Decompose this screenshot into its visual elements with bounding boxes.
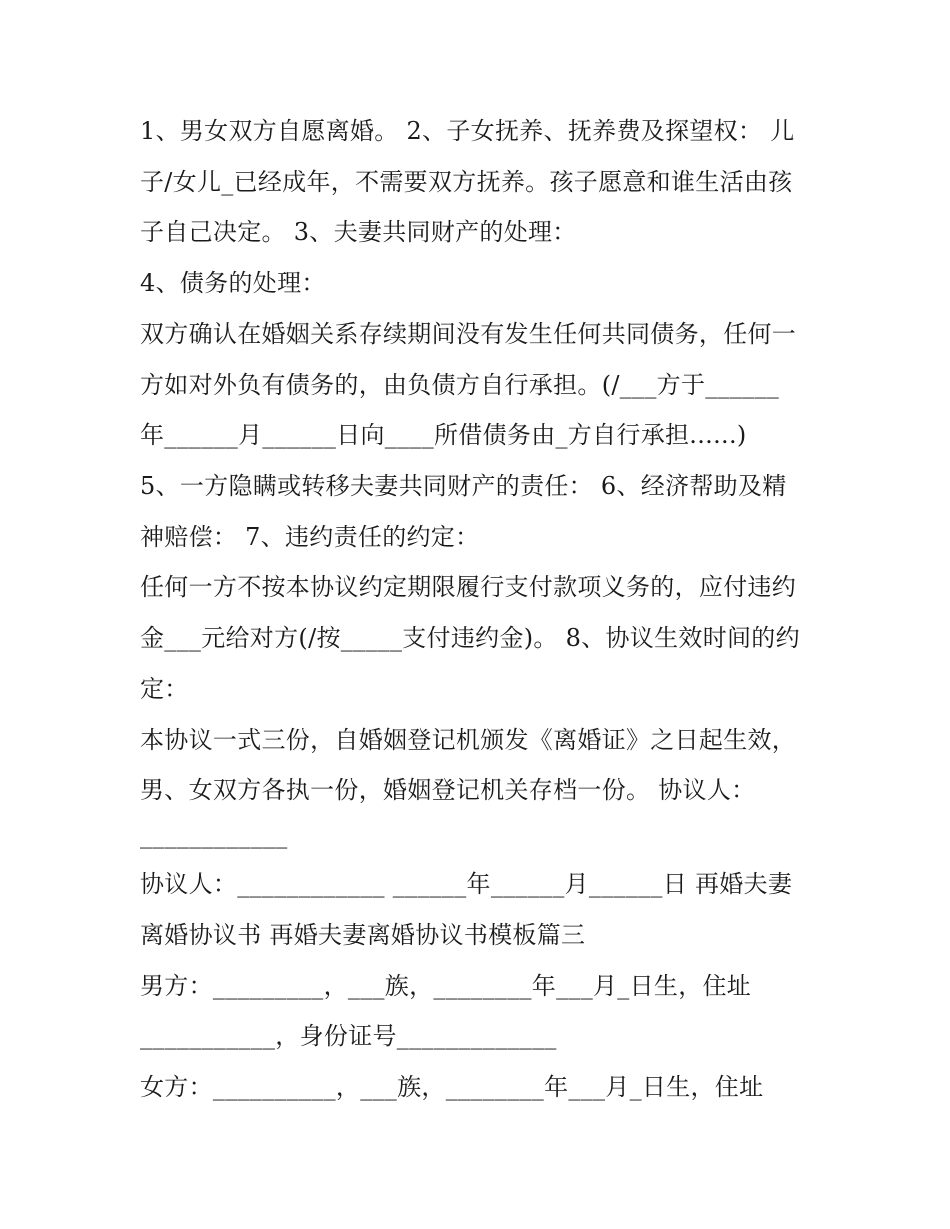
text-line: 子自己决定。 3、夫妻共同财产的处理： — [140, 218, 577, 246]
text-line: ____________ — [140, 821, 288, 849]
text-line: 神赔偿： 7、违约责任的约定： — [140, 523, 480, 551]
text-line: 5、一方隐瞒或转移夫妻共同财产的责任： 6、经济帮助及精 — [140, 472, 787, 500]
text-line: 协议人：____________ ______年______月______日 再婚夫妻 — [140, 870, 793, 898]
text-line: 年______月______日向____所借债务由_方自行承担......) — [140, 421, 747, 449]
text-line: 4、债务的处理： — [140, 269, 326, 297]
text-line: ___________，身份证号_____________ — [140, 1022, 557, 1050]
text-line: 定： — [140, 675, 189, 703]
text-line: 女方：__________，___族，________年___月_日生，住址 — [140, 1073, 764, 1101]
text-line: 1、男女双方自愿离婚。 2、子女抚养、抚养费及探望权： 儿 — [140, 117, 795, 145]
text-line: 男方：_________，___族，________年___月_日生，住址 — [140, 972, 752, 1000]
text-line: 离婚协议书 再婚夫妻离婚协议书模板篇三 — [140, 921, 586, 949]
text-line: 双方确认在婚姻关系存续期间没有发生任何共同债务，任何一 — [140, 320, 797, 348]
text-line: 本协议一式三份，自婚姻登记机颁发《离婚证》之日起生效， — [140, 726, 797, 754]
text-line: 方如对外负有债务的，由负债方自行承担。(/___方于______ — [140, 371, 780, 399]
text-line: 任何一方不按本协议约定期限履行支付款项义务的，应付违约 — [140, 573, 797, 601]
text-line: 子/女儿_已经成年，不需要双方抚养。孩子愿意和谁生活由孩 — [140, 168, 793, 196]
text-line: 男、女双方各执一份，婚姻登记机关存档一份。 协议人： — [140, 776, 756, 804]
text-line: 金___元给对方(/按_____支付违约金)。 8、协议生效时间的约 — [140, 624, 800, 652]
